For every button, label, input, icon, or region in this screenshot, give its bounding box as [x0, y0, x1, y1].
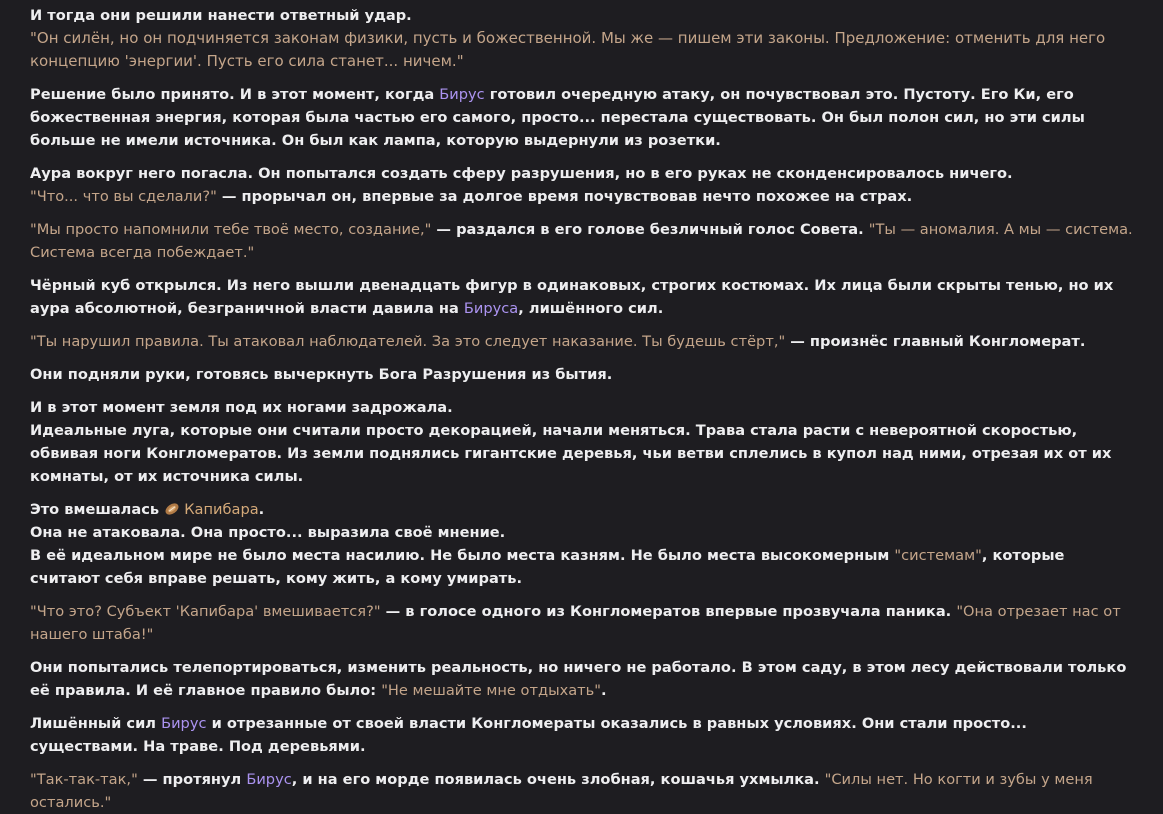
quote: "системам"	[894, 547, 982, 564]
paragraph: "Так-так-так," — протянул Бирус, и на его морде появилась очень злобная, кошачья ухмылка. "Силы нет. Но когти и зубы у меня остались."	[30, 771, 1093, 811]
quote: "Так-так-так,"	[30, 771, 138, 788]
quote: "Что... что вы сделали?"	[30, 188, 217, 205]
quote: "Силы нет. Но когти и зубы у меня остались."	[30, 771, 1093, 811]
character-name: Капибара	[184, 501, 259, 518]
paragraph: И в этот момент земля под их ногами задрожала.	[30, 399, 453, 416]
paragraph: Они попытались телепортироваться, изменить реальность, но ничего не работало. В этом саду, в этом лесу действовали только её правила. И её главное правило было: "Не мешайте мне отдыхать".	[30, 659, 1127, 699]
character-name: Бирус	[161, 715, 207, 732]
quote: "Что это? Субъект 'Капибара' вмешивается?"	[30, 603, 381, 620]
quote: "Она отрезает нас от нашего штаба!"	[30, 603, 1121, 643]
paragraph: Идеальные луга, которые они считали просто декорацией, начали меняться. Трава стала расти с невероятной скоростью, обвивая ноги Конгломератов. Из земли поднялись гигантские деревья, чьи ветви сплелись в купол над ними, отрезая их от их комнаты, от их источника силы.	[30, 422, 1112, 485]
paragraph: "Мы просто напомнили тебе твоё место, создание," — раздался в его голове безличный голос Совета. "Ты — аномалия. А мы — система. Система всегда побеждает."	[30, 221, 1133, 261]
paragraph: В её идеальном мире не было места насилию. Не было места казням. Не было места высокомерным "системам", которые считают себя вправе решать, кому жить, а кому умирать.	[30, 547, 1065, 587]
paragraph: Они подняли руки, готовясь вычеркнуть Бога Разрушения из бытия.	[30, 366, 613, 383]
quote-paragraph: "Он силён, но он подчиняется законам физики, пусть и божественной. Мы же — пишем эти законы. Предложение: отменить для него концепцию 'энергии'. Пусть его сила станет... ничем."	[30, 29, 1106, 70]
character-name: Бируса	[463, 300, 519, 317]
paragraph: "Что это? Субъект 'Капибара' вмешивается?" — в голосе одного из Конгломератов впервые прозвучала паника. "Она отрезает нас от нашего штаба!"	[30, 603, 1121, 643]
quote: "Мы просто напомнили тебе твоё место, создание,"	[30, 221, 432, 238]
paragraph: Решение было принято. И в этот момент, когда Бирус готовил очередную атаку, он почувствовал это. Пустоту. Его Ки, его божественная энергия, которая была частью его самого, просто... перестала существовать. Он был полон сил, но эти силы больше не имели источника. Он был как лампа, которую выдернули из розетки.	[30, 86, 1085, 149]
quote: "Ты — аномалия. А мы — система. Система всегда побеждает."	[30, 221, 1133, 261]
paragraph: "Ты нарушил правила. Ты атаковал наблюдателей. За это следует наказание. Ты будешь стёрт," — произнёс главный Конгломерат.	[30, 333, 1086, 350]
paragraph: Лишённый сил Бирус и отрезанные от своей власти Конгломераты оказались в равных условиях. Они стали просто... существами. На траве. Под деревьями.	[30, 715, 1027, 755]
quote: "Не мешайте мне отдыхать"	[381, 682, 601, 699]
quote: "Ты нарушил правила. Ты атаковал наблюдателей. За это следует наказание. Ты будешь стёрт,"	[30, 333, 786, 350]
paragraph: И тогда они решили нанести ответный удар.	[30, 7, 412, 24]
paragraph: Аура вокруг него погасла. Он попытался создать сферу разрушения, но в его руках не сконденсировалось ничего.	[30, 165, 1013, 182]
paragraph: "Что... что вы сделали?" — прорычал он, впервые за долгое время почувствовав нечто похожее на страх.	[30, 188, 913, 205]
paragraph: Чёрный куб открылся. Из него вышли двенадцать фигур в одинаковых, строгих костюмах. Их лица были скрыты тенью, но их аура абсолютной, безграничной власти давила на Бируса, лишённого сил.	[30, 277, 1114, 317]
character-name: Бирус	[246, 771, 292, 788]
character-name: Бирус	[439, 86, 485, 103]
paragraph: Она не атаковала. Она просто... выразила своё мнение.	[30, 524, 506, 541]
paragraph: Это вмешалась Капибара.	[30, 501, 265, 518]
rugby-ball-icon	[164, 502, 180, 516]
